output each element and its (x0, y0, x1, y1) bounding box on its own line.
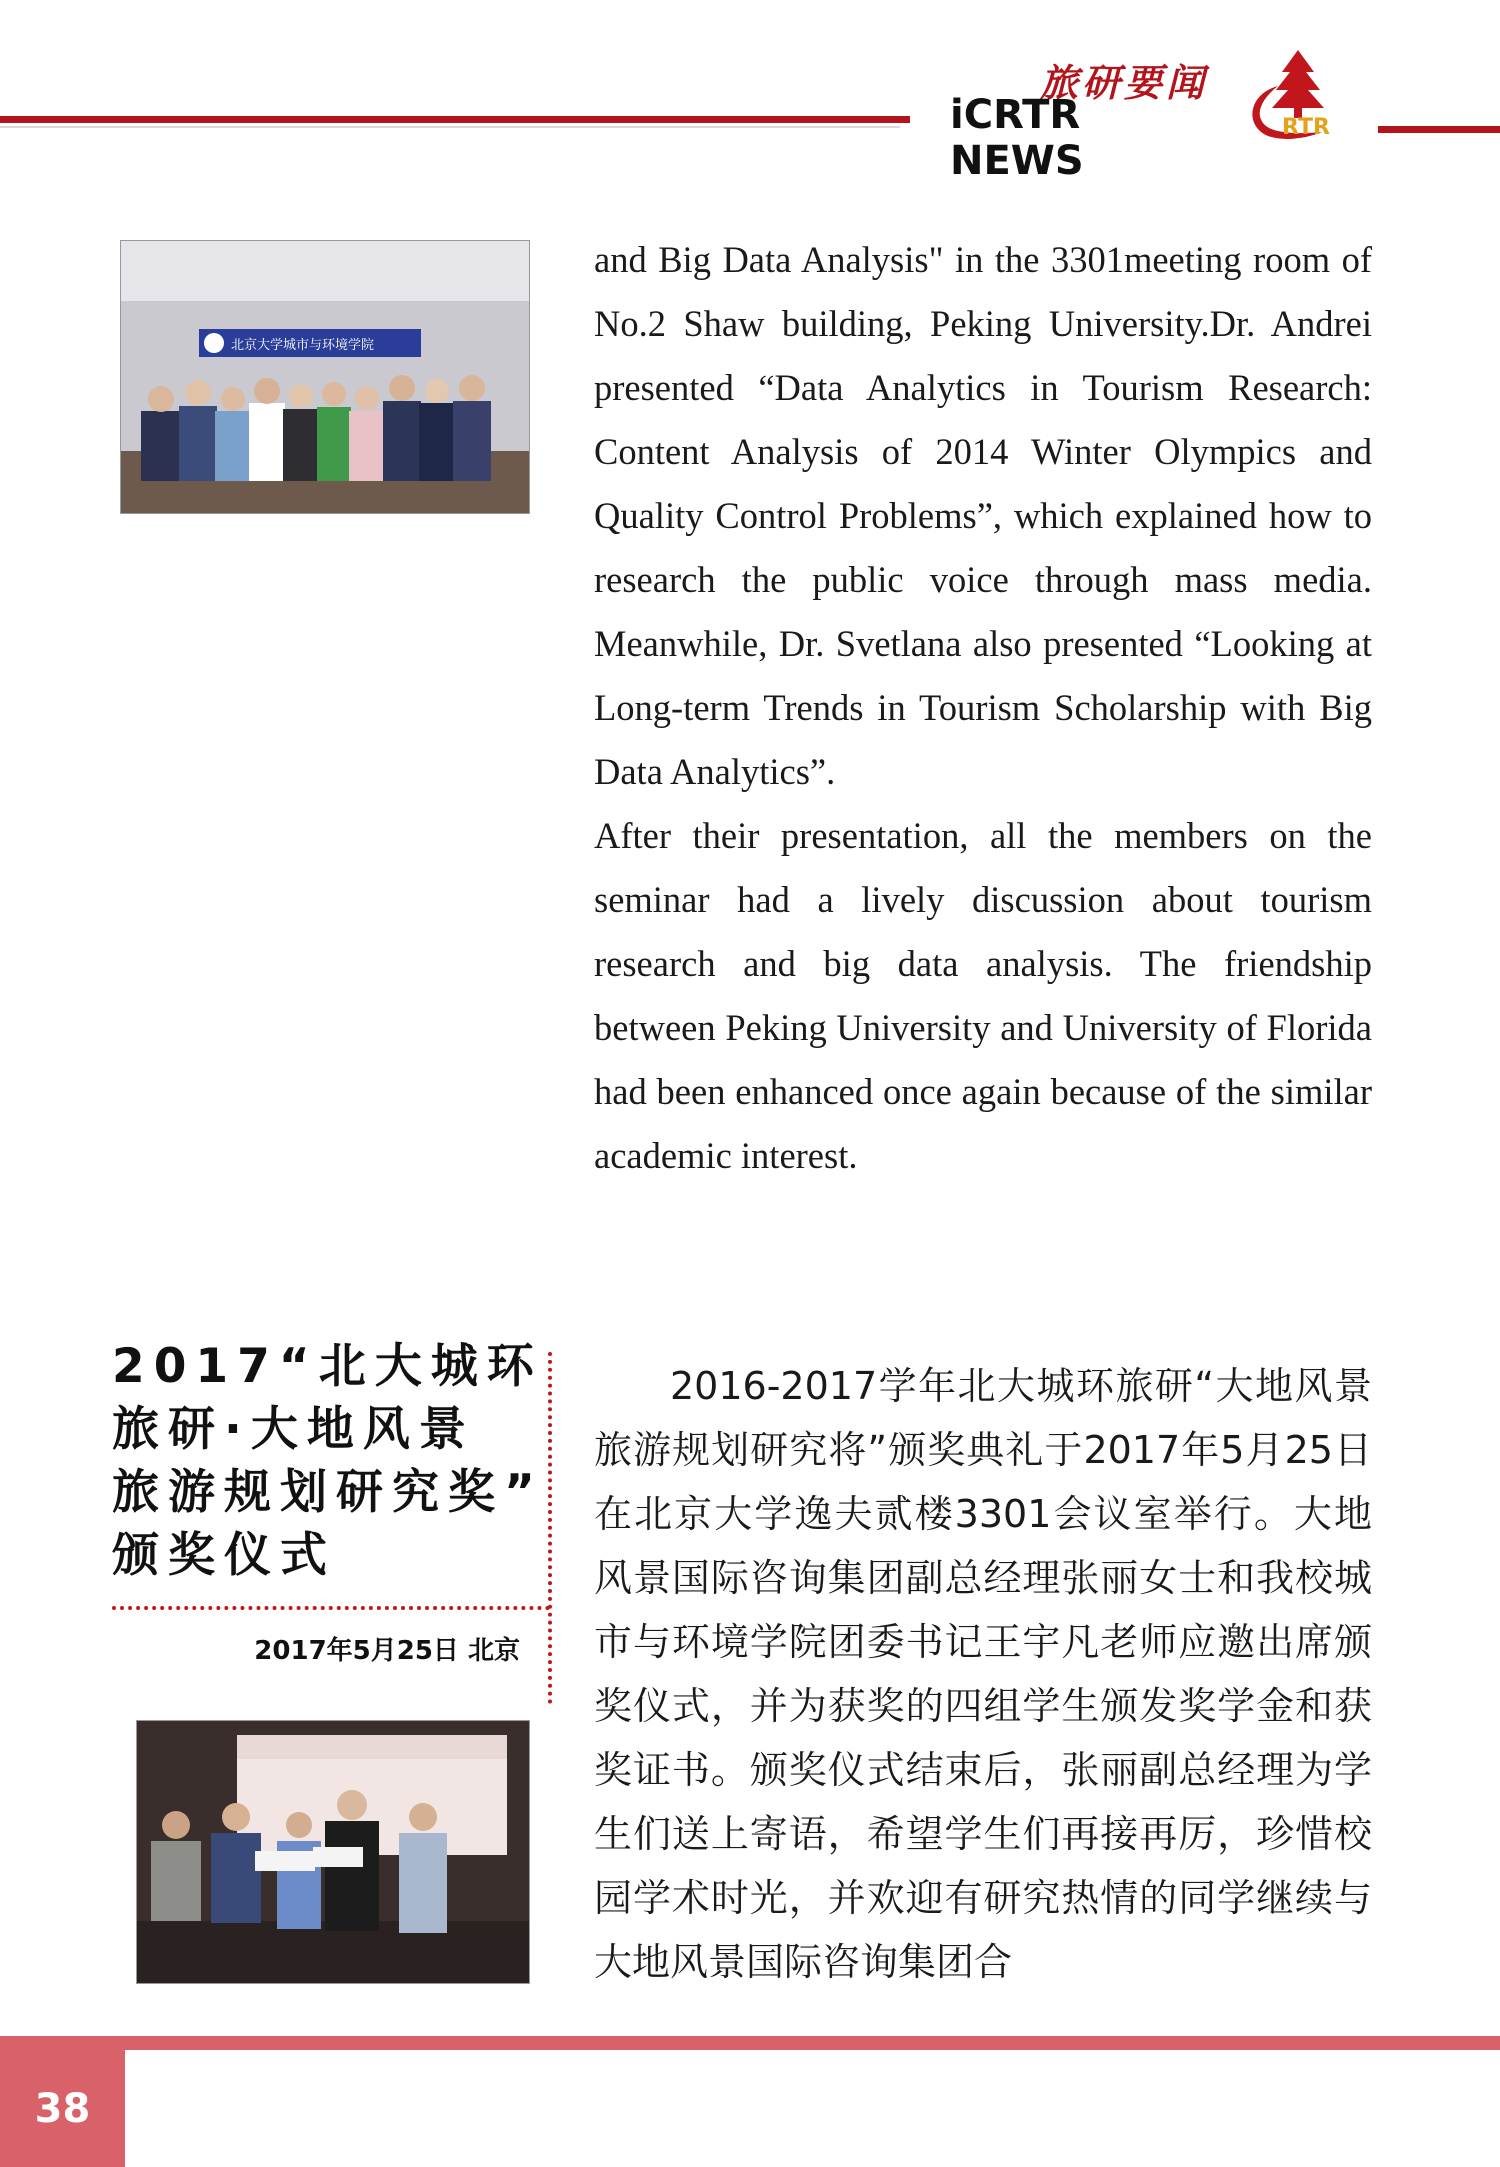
article-body-english (594, 228, 1372, 1188)
title-line: 颁奖仪式 (112, 1528, 336, 1583)
paragraph: After their presentation, all the members on the seminar had a lively discussion about tourism research and big data analysis. The friendship between Peking University and University of Florida had been enhanced once again because of the similar academic interest. (594, 815, 1372, 1176)
page-number: 38 (0, 2050, 125, 2167)
article-date: 2017年5月25日 北京 (254, 1636, 520, 1666)
header-rule-shadow (0, 126, 900, 128)
title-divider-vertical (548, 1352, 552, 1704)
crtr-logo-icon (1238, 46, 1368, 146)
footer-rule (0, 2036, 1500, 2050)
group-photo (120, 240, 530, 514)
svg-text:北京大学城市与环境学院: 北京大学城市与环境学院 (231, 338, 375, 353)
title-line: 旅游规划研究奖” (112, 1465, 544, 1520)
header-rule-left (0, 116, 910, 123)
title-line: 旅研·大地风景 (112, 1402, 475, 1457)
paragraph: 2016-2017学年北大城环旅研“大地风景旅游规划研究将”颁奖典礼于2017年5月25日在北京大学逸夫贰楼3301会议室举行。大地风景国际咨询集团副总经理张丽女士和我校城市与环境学院团委书记王宇凡老师应邀出席颁奖仪式，并为获奖的四组学生颁发奖学金和获奖证书。颁奖仪式结束后，张丽副总经理为学生们送上寄语，希望学生们再接再厉，珍惜校园学术时光，并欢迎有研究热情的同学继续与大地风景国际咨询集团合 (594, 1364, 1372, 1984)
header-title-en: iCRTR NEWS (950, 92, 1084, 184)
article-title (112, 1335, 552, 1595)
award-ceremony-photo (136, 1720, 530, 1984)
header-title-cn: 旅研要闻 (1040, 60, 1209, 105)
header-rule-right (1378, 126, 1500, 133)
title-divider-horizontal (112, 1606, 550, 1610)
title-line: 2017“北大城环 (112, 1339, 543, 1394)
svg-text:RTR: RTR (1282, 115, 1330, 140)
article-body-chinese (594, 1354, 1372, 1994)
paragraph: and Big Data Analysis" in the 3301meeting room of No.2 Shaw building, Peking University.Dr. Andrei presented “Data Analytics in Tourism Research: Content Analysis of 2014 Winter Olympics and Quality Control Problems”, which explained how to research the public voice through mass media. Meanwhile, Dr. Svetlana also presented “Looking at Long-term Trends in Tourism Scholarship with Big Data Analytics”. (594, 239, 1372, 792)
